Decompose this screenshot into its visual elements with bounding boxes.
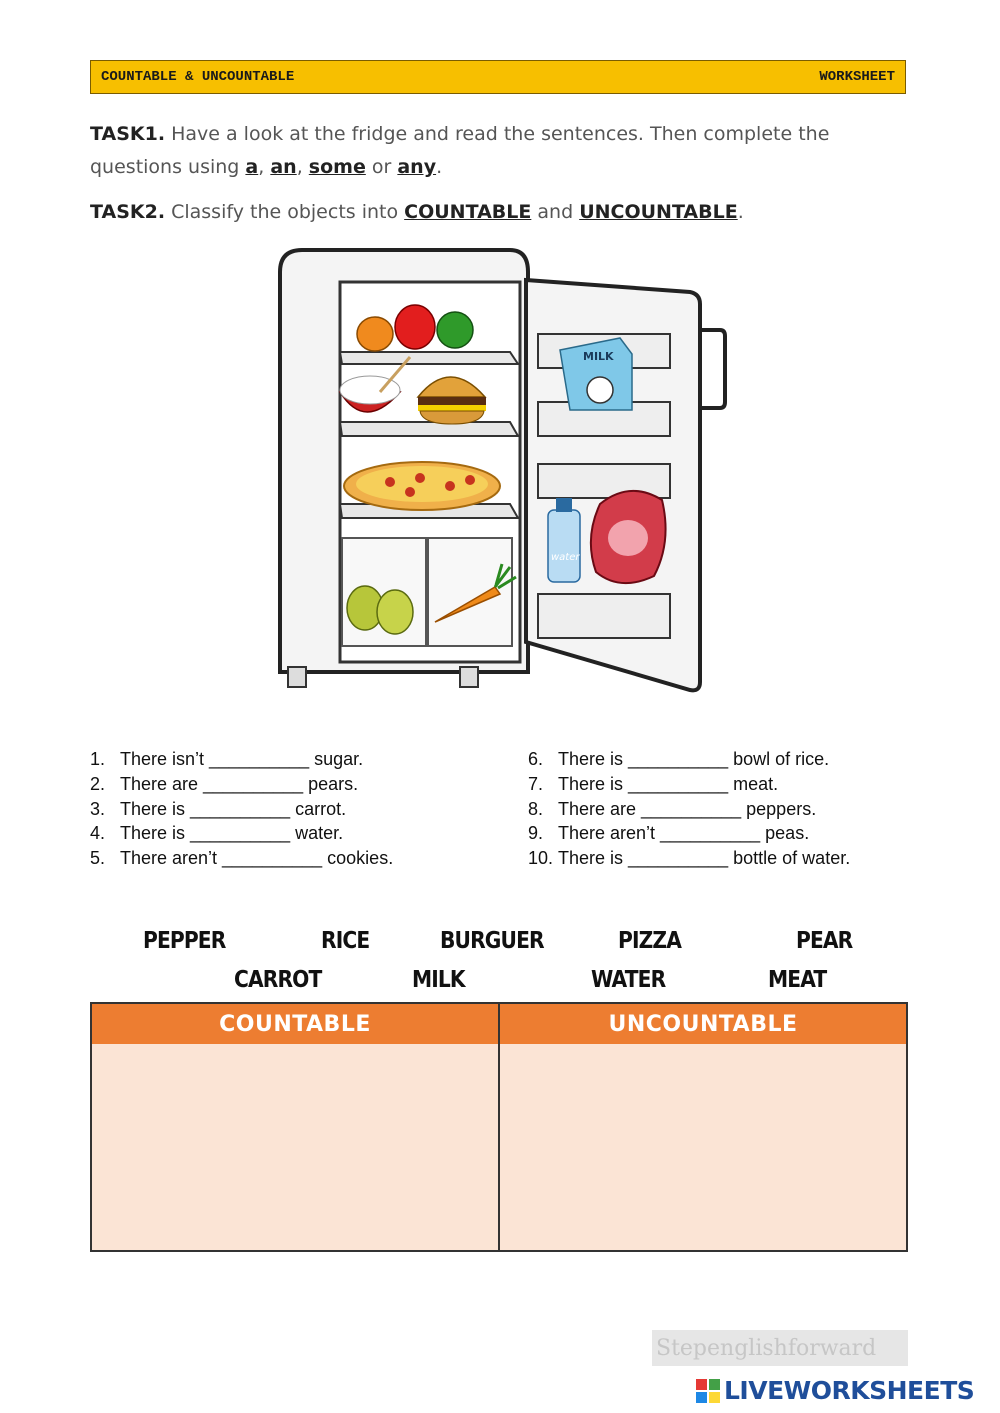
option-an: an — [270, 156, 297, 178]
uncountable-column — [498, 1004, 906, 1250]
meat-fat — [608, 520, 648, 556]
question-number: 1. — [90, 749, 106, 769]
fridge-foot — [460, 667, 478, 687]
question-number: 6. — [528, 749, 544, 769]
pepperoni — [385, 477, 395, 487]
question-item — [528, 846, 850, 871]
word-milk[interactable]: MILK — [412, 967, 465, 993]
door-handle — [700, 330, 725, 408]
pepperoni — [445, 481, 455, 491]
option-some: some — [308, 156, 366, 178]
countable-drop-area[interactable] — [92, 1044, 498, 1250]
question-text: There are __________ pears. — [120, 773, 359, 794]
question-text: There is __________ bowl of rice. — [558, 749, 830, 769]
question-item — [90, 821, 393, 846]
question-number: 7. — [528, 773, 544, 794]
question-item — [90, 846, 393, 871]
pepperoni — [415, 473, 425, 483]
and-word: and — [537, 201, 574, 223]
uncountable-header: UNCOUNTABLE — [500, 1004, 906, 1044]
green-pepper-icon — [437, 312, 473, 348]
question-number: 2. — [90, 773, 106, 794]
word-burguer[interactable]: BURGUER — [440, 928, 544, 954]
liveworksheets-logo — [696, 1376, 974, 1405]
word-pizza[interactable]: PIZZA — [618, 928, 681, 954]
question-item — [90, 747, 393, 772]
logo-block — [709, 1379, 720, 1390]
word-meat[interactable]: MEAT — [768, 967, 827, 993]
word-carrot[interactable]: CARROT — [234, 967, 322, 993]
burger-patty — [418, 397, 486, 405]
cow-icon — [587, 377, 613, 403]
period: . — [737, 201, 744, 223]
pear-icon — [377, 590, 413, 634]
task1-label: TASK1. — [90, 123, 166, 145]
door-shelf — [538, 594, 670, 638]
question-text: There aren’t __________ peas. — [558, 823, 810, 844]
bottle-cap — [556, 498, 572, 512]
fridge-illustration — [270, 242, 730, 702]
question-number: 4. — [90, 823, 106, 844]
task1-instruction — [90, 118, 910, 184]
question-text: There is __________ bottle of water. — [558, 848, 851, 869]
shelf — [340, 352, 518, 364]
door-shelf — [538, 464, 670, 498]
question-item — [528, 797, 850, 822]
uncountable-word: UNCOUNTABLE — [579, 201, 738, 223]
question-item — [528, 772, 850, 797]
logo-blocks-icon — [696, 1379, 720, 1403]
header-label: WORKSHEET — [819, 69, 895, 85]
question-text: There are __________ peppers. — [558, 798, 817, 819]
option-a: a — [245, 156, 259, 178]
burger-cheese — [418, 405, 486, 411]
option-any: any — [397, 156, 437, 178]
separator: , — [258, 156, 265, 178]
uncountable-drop-area[interactable] — [500, 1044, 906, 1250]
question-item — [528, 747, 850, 772]
water-label: water — [551, 552, 580, 563]
countable-word: COUNTABLE — [404, 201, 532, 223]
orange-pepper-icon — [357, 317, 393, 351]
period: . — [436, 156, 443, 178]
red-pepper-icon — [395, 305, 435, 349]
question-item — [90, 772, 393, 797]
brand-name: LIVEWORKSHEETS — [724, 1376, 975, 1405]
question-item — [90, 797, 393, 822]
task2-label: TASK2. — [90, 201, 166, 223]
word-rice[interactable]: RICE — [321, 928, 370, 954]
logo-block — [696, 1379, 707, 1390]
or-word: or — [371, 156, 392, 178]
separator: , — [296, 156, 303, 178]
task2-text: Classify the objects into — [171, 201, 399, 223]
word-pepper[interactable]: PEPPER — [143, 928, 226, 954]
pepperoni — [465, 475, 475, 485]
task1-text: Have a look at the fridge and read the sentences. Then complete the questions using — [90, 123, 830, 178]
question-item — [528, 821, 850, 846]
author-watermark — [652, 1330, 908, 1366]
question-text: There aren’t __________ cookies. — [120, 848, 394, 869]
question-text: There is __________ carrot. — [120, 798, 347, 819]
worksheet-header — [90, 60, 906, 94]
header-title: COUNTABLE & UNCOUNTABLE — [101, 69, 295, 85]
shelf — [340, 422, 518, 436]
milk-label: MILK — [583, 350, 614, 363]
classification-table — [90, 1002, 908, 1252]
question-number: 10. — [528, 848, 554, 869]
fridge-foot — [288, 667, 306, 687]
word-pear[interactable]: PEAR — [796, 928, 853, 954]
questions-right-column — [528, 747, 850, 871]
water-bottle-icon — [548, 510, 580, 582]
question-number: 9. — [528, 823, 544, 844]
watermark-text: Stepenglishforward — [656, 1335, 877, 1361]
question-number: 3. — [90, 798, 106, 819]
countable-column — [92, 1004, 498, 1250]
logo-block — [709, 1392, 720, 1403]
question-text: There is __________ meat. — [558, 773, 779, 794]
question-number: 5. — [90, 848, 106, 869]
question-text: There isn’t __________ sugar. — [120, 749, 364, 769]
question-text: There is __________ water. — [120, 823, 344, 844]
pepperoni — [405, 487, 415, 497]
countable-header: COUNTABLE — [92, 1004, 498, 1044]
logo-block — [696, 1392, 707, 1403]
questions-left-column — [90, 747, 393, 871]
word-water[interactable]: WATER — [591, 967, 666, 993]
task2-instruction — [90, 196, 910, 229]
question-number: 8. — [528, 798, 544, 819]
